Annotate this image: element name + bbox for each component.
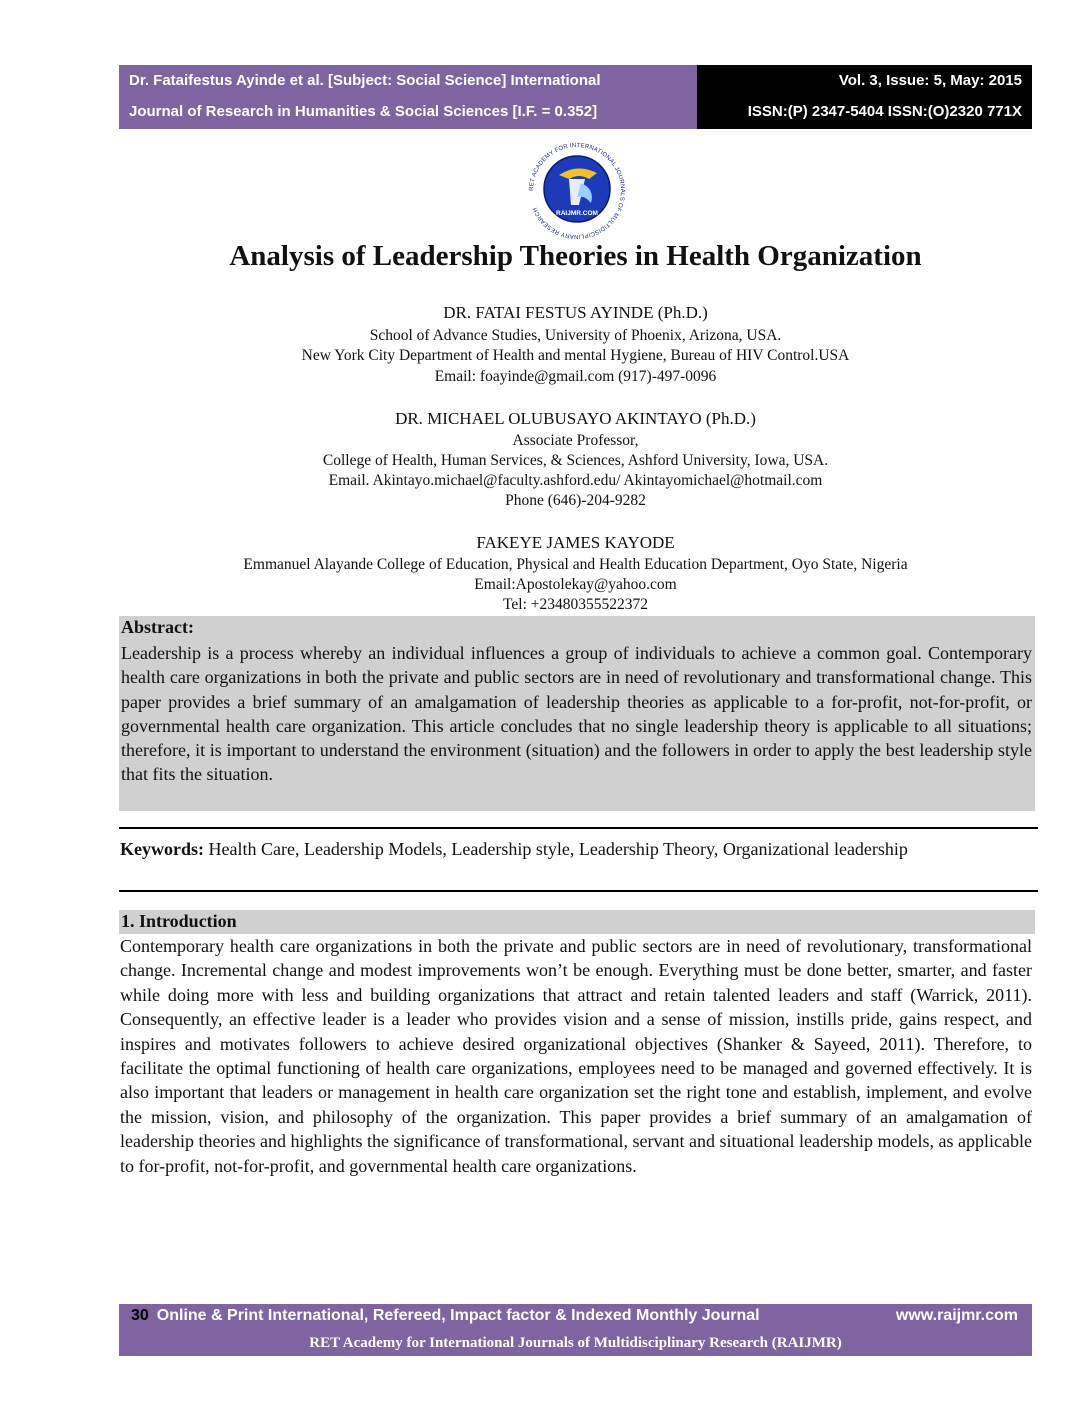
author-1-name: DR. FATAI FESTUS AYINDE (Ph.D.) <box>443 303 708 322</box>
abstract-heading: Abstract: <box>121 617 194 637</box>
author-3-name: FAKEYE JAMES KAYODE <box>476 533 675 552</box>
author-1-affiliation-1: School of Advance Studies, University of Phoenix, Arizona, USA. <box>369 327 782 344</box>
footer-website-link[interactable]: www.raijmr.com <box>895 1307 1018 1324</box>
author-2-phone: Phone (646)-204-9282 <box>505 492 646 509</box>
keywords-top-rule <box>119 827 1038 829</box>
author-3-phone: Tel: +23480355522372 <box>503 596 648 613</box>
journal-header-left <box>119 65 697 129</box>
journal-footer <box>119 1304 1032 1356</box>
author-3-affiliation: Emmanuel Alayande College of Education, Physical and Health Education Department, Oyo State, Nigeria <box>243 556 908 573</box>
author-2-email: Email. Akintayo.michael@faculty.ashford.edu/ Akintayomichael@hotmail.com <box>328 472 823 489</box>
footer-tagline: Online & Print International, Refereed, Impact factor & Indexed Monthly Journal <box>156 1307 760 1324</box>
logo-center-text: RAIJMR.COM <box>556 210 598 217</box>
author-2-name: DR. MICHAEL OLUBUSAYO AKINTAYO (Ph.D.) <box>395 409 756 428</box>
section-heading-box <box>119 910 1035 934</box>
author-2-affiliation: College of Health, Human Services, & Sciences, Ashford University, Iowa, USA. <box>322 452 829 469</box>
abstract-box <box>119 616 1035 811</box>
header-citation-line2: Journal of Research in Humanities & Social Sciences [I.F. = 0.352] <box>129 103 598 120</box>
page-number: 30 <box>131 1307 149 1324</box>
introduction-text: Contemporary health care organizations in both the private and public sectors are in need of revolutionary, transformational change. Incremental change and modest improvements won’t be enough. Everything must be done better, smarter, and faster while doing more with less and building organizations that attract and retain talented leaders and staff (Warrick, 2011). Consequently, an effective leader is a leader who provides vision and a sense of mission, instills pride, gains respect, and inspires and motivates followers to achieve desired organizational objectives (Shanker & Sayeed, 2011). Therefore, to facilitate the optimal functioning of health care organizations, employees need to be managed and governed effectively. It is also important that leaders or management in health care organization set the right tone and establish, implement, and evolve the mission, vision, and philosophy of the organization. This paper provides a brief summary of an amalgamation of leadership theories and highlights the significance of transformational, servant and situational leadership models, as applicable to for-profit, not-for-profit, and governmental health care organizations. <box>120 936 1032 1176</box>
journal-logo <box>519 139 635 239</box>
keywords <box>120 837 1032 862</box>
header-issn: ISSN:(P) 2347-5404 ISSN:(O)2320 771X <box>747 103 1022 120</box>
footer-publisher: RET Academy for International Journals of Multidisciplinary Research (RAIJMR) <box>309 1335 842 1351</box>
author-3-email: Email:Apostolekay@yahoo.com <box>474 576 677 593</box>
keywords-label: Keywords: <box>120 839 204 859</box>
header-citation-line1: Dr. Fataifestus Ayinde et al. [Subject: Social Science] International <box>129 72 601 89</box>
keywords-bottom-rule <box>119 890 1038 892</box>
introduction-heading: 1. Introduction <box>121 911 237 931</box>
abstract-text: Leadership is a process whereby an individual influences a group of individuals to achieve a common goal. Contemporary health care organizations in both the private and public sectors are in need of revolutionary and transformational change. This paper provides a brief summary of an amalgamation of leadership theories as applicable to a for-profit, not-for-profit, or governmental health care organization. This article concludes that no single leadership theory is applicable to all situations; therefore, it is important to understand the environment (situation) and the followers in order to apply the best leadership style that fits the situation. <box>121 643 1032 785</box>
author-2-position: Associate Professor, <box>512 432 639 449</box>
logo-ring-text: RET ACADEMY FOR INTERNATIONAL JOURNALS OF MULTIDISCIPLINARY RESEARCH <box>528 142 626 239</box>
journal-header-right <box>697 65 1032 129</box>
header-volume-issue: Vol. 3, Issue: 5, May: 2015 <box>838 72 1022 89</box>
keywords-text: Health Care, Leadership Models, Leadership style, Leadership Theory, Organizational leadership <box>204 839 908 859</box>
paper-title: Analysis of Leadership Theories in Health Organization <box>229 240 922 272</box>
author-1-contact: Email: foayinde@gmail.com (917)-497-0096 <box>434 368 717 385</box>
footer-tagline-row <box>131 1307 760 1325</box>
author-1-affiliation-2: New York City Department of Health and mental Hygiene, Bureau of HIV Control.USA <box>301 347 850 364</box>
